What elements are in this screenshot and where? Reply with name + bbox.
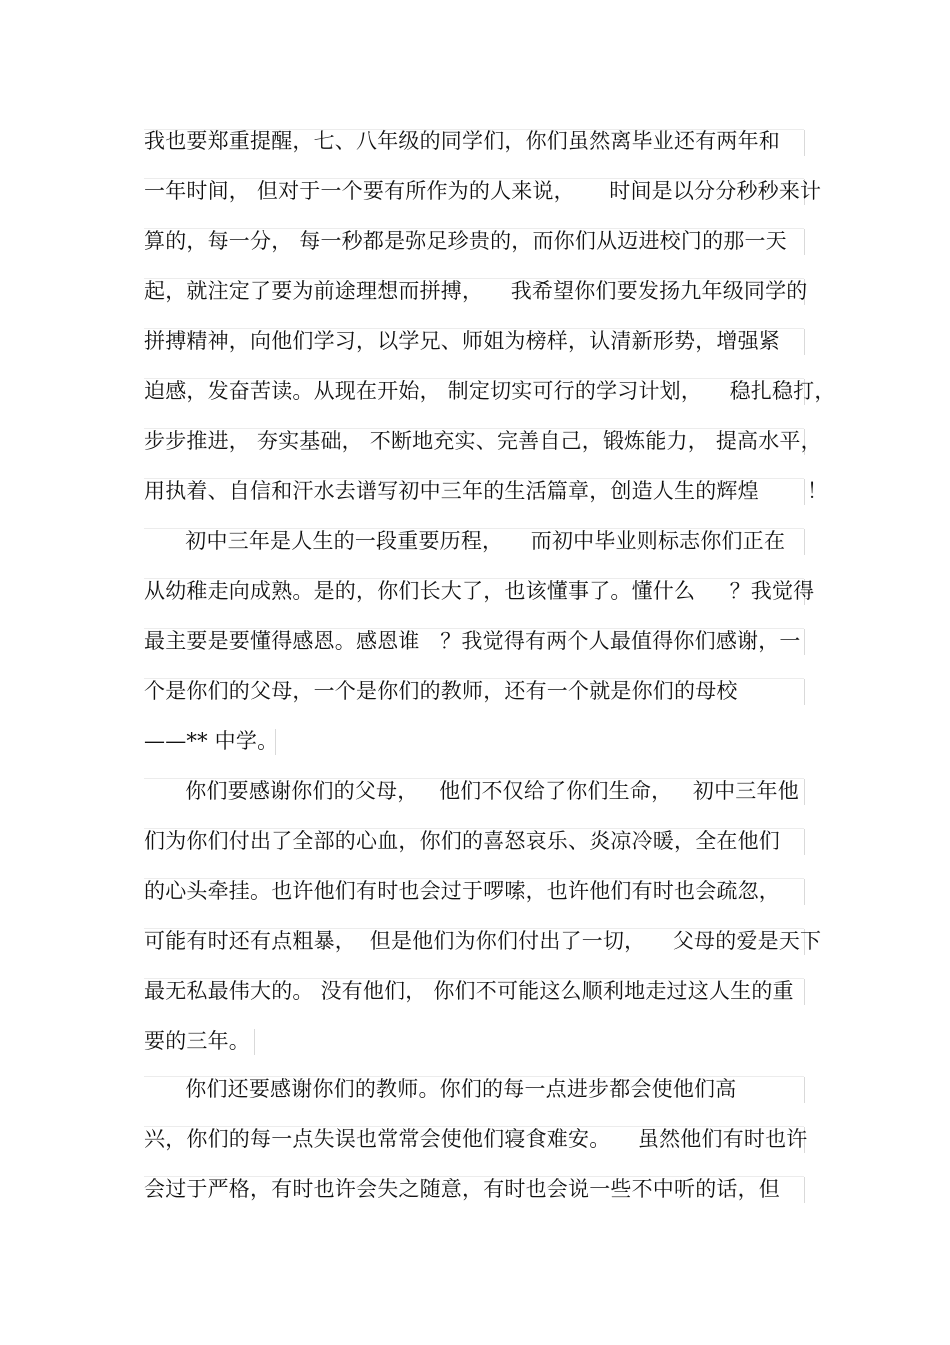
line-edge-mark [804, 979, 805, 1005]
body-line-18: 最无私最伟大的。 没有他们， 你们不可能这么顺利地走过这人生的重 [144, 979, 794, 1003]
line-edge-mark [804, 529, 805, 555]
line-edge-mark [804, 829, 805, 855]
body-line-19: 要的三年。 [144, 1029, 250, 1053]
line-edge-mark [804, 130, 805, 156]
body-line-3: 算的，每一分， 每一秒都是弥足珍贵的，而你们从迈进校门的那一天 [144, 229, 787, 253]
line-edge-mark [804, 629, 805, 655]
line-edge-mark [804, 1177, 805, 1203]
body-line-21: 兴，你们的每一点失误也常常会使他们寝食难安。 虽然他们有时也许 [144, 1127, 808, 1151]
body-line-5: 拼搏精神，向他们学习，以学兄、师姐为榜样，认清新形势，增强紧 [144, 329, 780, 353]
body-line-10: 从幼稚走向成熟。是的，你们长大了，也该懂事了。懂什么 ？我觉得 [144, 579, 815, 603]
line-edge-mark [804, 229, 805, 255]
body-line-2: 一年时间， 但对于一个要有所作为的人来说， 时间是以分分秒秒来计 [144, 179, 822, 203]
body-line-12: 个是你们的父母，一个是你们的教师，还有一个就是你们的母校 [144, 679, 738, 703]
body-line-4: 起，就注定了要为前途理想而拼搏， 我希望你们要发扬九年级同学的 [144, 279, 808, 303]
line-edge-mark [804, 1077, 805, 1103]
body-line-16: 的心头牵挂。也许他们有时也会过于啰嗦，也许他们有时也会疏忽， [144, 879, 780, 903]
body-line-20: 你们还要感谢你们的教师。你们的每一点进步都会使他们高 [144, 1077, 737, 1101]
body-line-15: 们为你们付出了全部的心血，你们的喜怒哀乐、炎凉冷暖，全在他们 [144, 829, 780, 853]
body-line-6: 迫感，发奋苦读。从现在开始， 制定切实可行的学习计划， 稳扎稳打， [144, 379, 836, 403]
line-edge-mark [804, 329, 805, 355]
body-line-1: 我也要郑重提醒，七、八年级的同学们，你们虽然离毕业还有两年和 [144, 129, 780, 153]
body-line-9: 初中三年是人生的一段重要历程， 而初中毕业则标志你们正在 [144, 529, 786, 553]
line-edge-mark [804, 879, 805, 905]
body-line-22: 会过于严格，有时也许会失之随意，有时也会说一些不中听的话，但 [144, 1177, 780, 1201]
line-edge-mark [804, 779, 805, 805]
body-line-11: 最主要是要懂得感恩。感恩谁 ？我觉得有两个人最值得你们感谢，一 [144, 629, 801, 653]
body-line-8: 用执着、自信和汗水去谱写初中三年的生活篇章，创造人生的辉煌 ！ [144, 479, 829, 503]
body-line-14: 你们要感谢你们的父母， 他们不仅给了你们生命， 初中三年他 [144, 779, 799, 803]
line-edge-mark [804, 679, 805, 705]
body-line-13: ——** 中学。 [144, 729, 279, 753]
line-edge-mark [254, 1029, 255, 1055]
body-line-7: 步步推进， 夯实基础， 不断地充实、完善自己，锻炼能力， 提高水平， [144, 429, 822, 453]
body-line-17: 可能有时还有点粗暴， 但是他们为你们付出了一切， 父母的爱是天下 [144, 929, 822, 953]
